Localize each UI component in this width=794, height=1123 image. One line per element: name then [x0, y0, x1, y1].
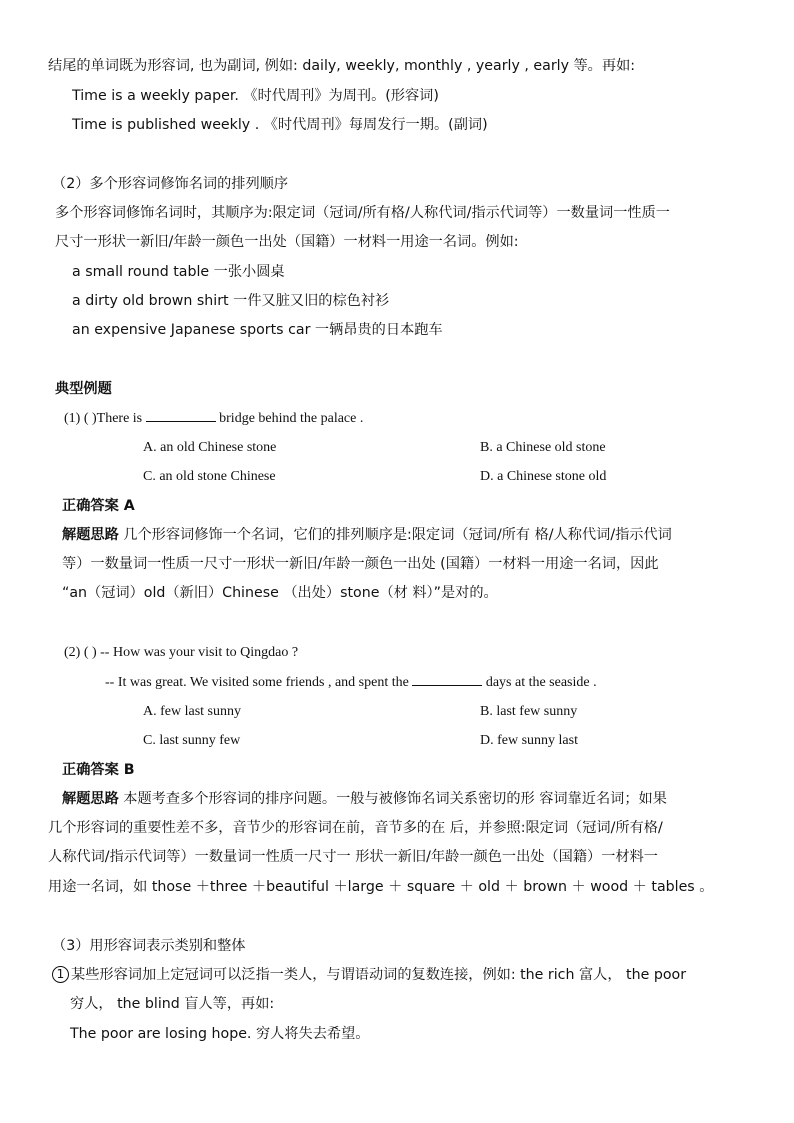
section-3-body-1-text: 某些形容词加上定冠词可以泛指一类人，与谓语动词的复数连接，例如: the rich 富人， the poor: [71, 967, 687, 983]
section-2-example-1: a small round table 一张小圆桌: [72, 264, 285, 280]
intro-line-1: 结尾的单词既为形容词, 也为副词, 例如: daily, weekly, monthly , yearly , early 等。再如:: [48, 58, 636, 74]
question-1-option-d: D. a Chinese stone old: [480, 469, 607, 484]
section-2-example-2: a dirty old brown shirt 一件又脏又旧的棕色衬衫: [72, 293, 390, 309]
question-1-suffix: bridge behind the palace .: [219, 411, 364, 426]
intro-line-2: Time is a weekly paper. 《时代周刊》为周刊。(形容词): [72, 88, 439, 104]
section-3-body-1: [52, 965, 686, 985]
section-3-example-1: The poor are losing hope. 穷人将失去希望。: [70, 1026, 370, 1042]
question-1-stem: [64, 408, 363, 429]
section-2-body-2: 尺寸一形状一新旧/年龄一颜色一出处（国籍）一材料一用途一名词。例如:: [55, 234, 519, 250]
examples-title: 典型例题: [55, 381, 112, 397]
intro-line-3: Time is published weekly . 《时代周刊》每周发行一期。(副词): [72, 117, 488, 133]
section-3-heading: （3）用形容词表示类别和整体: [52, 938, 246, 954]
question-1-option-c: C. an old stone Chinese: [143, 469, 276, 484]
question-2-prefix: -- It was great. We visited some friends , and spent the: [105, 675, 409, 690]
question-1-answer: 正确答案 A: [62, 498, 135, 514]
question-1-analysis-3: “an（冠词）old（新旧）Chinese （出处）stone（材 料）”是对的。: [62, 585, 498, 601]
question-2-analysis-text: 本题考查多个形容词的排序问题。一般与被修饰名词关系密切的形 容词靠近名词；如果: [123, 791, 667, 807]
question-2-analysis-label: 解题思路: [62, 791, 119, 807]
question-1-blank: [146, 408, 216, 422]
question-2-line-2: [105, 672, 597, 693]
question-2-analysis-2: 几个形容词的重要性差不多，音节少的形容词在前，音节多的在 后，并参照:限定词（冠词/所有格/: [48, 820, 663, 836]
question-2-option-c: C. last sunny few: [143, 733, 241, 748]
question-2-analysis-1: [62, 789, 667, 809]
question-2-answer: 正确答案 B: [62, 762, 135, 778]
question-1-option-b: B. a Chinese old stone: [480, 440, 606, 455]
section-2-heading: （2）多个形容词修饰名词的排列顺序: [52, 176, 289, 192]
question-2-option-b: B. last few sunny: [480, 704, 578, 719]
section-2-body-1: 多个形容词修饰名词时，其顺序为:限定词（冠词/所有格/人称代词/指示代词等）一数量词一性质一: [55, 205, 670, 221]
question-2-option-d: D. few sunny last: [480, 733, 578, 748]
question-2-analysis-3: 人称代词/指示代词等）一数量词一性质一尺寸一 形状一新旧/年龄一颜色一出处（国籍）一材料一: [48, 849, 658, 865]
section-2-example-3: an expensive Japanese sports car 一辆昂贵的日本跑车: [72, 322, 443, 338]
circled-number-marker: 1: [52, 966, 69, 983]
question-1-prefix: (1) ( )There is: [64, 411, 143, 426]
section-3-body-2: 穷人， the blind 盲人等，再如:: [70, 996, 275, 1012]
question-1-analysis-2: 等）一数量词一性质一尺寸一形状一新旧/年龄一颜色一出处 (国籍）一材料一用途一名词，因此: [62, 556, 659, 572]
question-2-line-1: (2) ( ) -- How was your visit to Qingdao ?: [64, 645, 299, 660]
question-2-analysis-4: 用途一名词，如 those ＋three ＋beautiful ＋large ＋ square ＋ old ＋ brown ＋ wood ＋ tables 。: [48, 879, 714, 895]
question-1-analysis-1: [62, 525, 672, 545]
question-2-option-a: A. few last sunny: [143, 704, 241, 719]
question-1-analysis-text: 几个形容词修饰一个名词，它们的排列顺序是:限定词（冠词/所有 格/人称代词/指示代词: [123, 527, 672, 543]
question-2-blank: [412, 672, 482, 686]
question-2-suffix: days at the seaside .: [485, 675, 597, 690]
question-1-option-a: A. an old Chinese stone: [143, 440, 277, 455]
question-1-analysis-label: 解题思路: [62, 527, 119, 543]
